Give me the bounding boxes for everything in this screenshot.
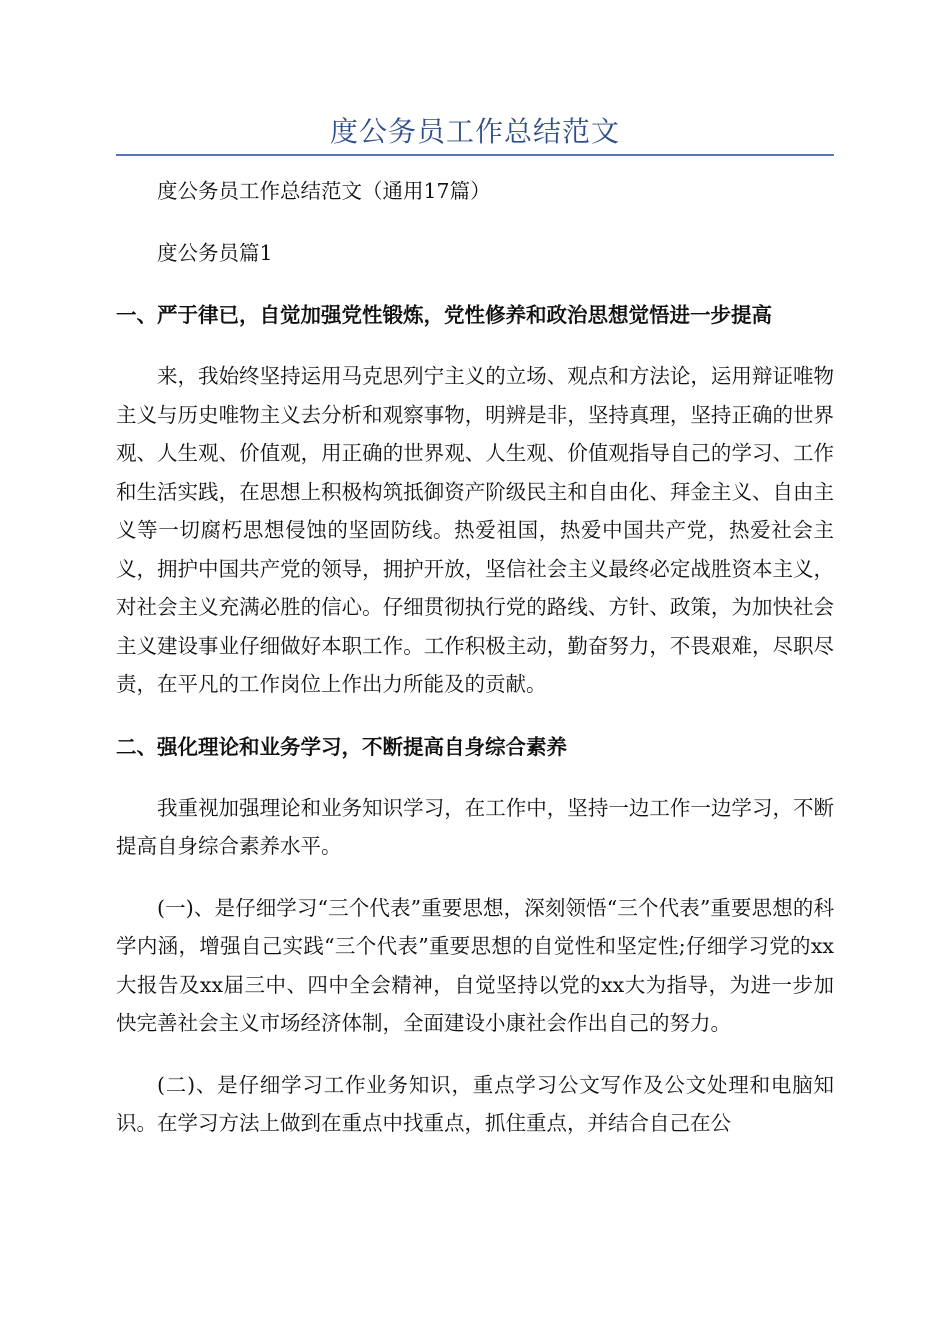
paragraph-4: (二)、是仔细学习工作业务知识，重点学习公文写作及公文处理和电脑知识。在学习方法上做到在重点中找重点，抓住重点，并结合自己在公 xyxy=(116,1072,834,1135)
title-underline xyxy=(116,154,834,156)
section-label: 度公务员篇1 xyxy=(157,240,273,265)
paragraph-1: 来，我始终坚持运用马克思列宁主义的立场、观点和方法论，运用辩证唯物主义与历史唯物主义去分析和观察事物，明辨是非，坚持真理，坚持正确的世界观、人生观、价值观，用正确的世界观、人生观、价值观指导自己的学习、工作和生活实践，在思想上积极构筑抵御资产阶级民主和自由化、拜金主义、自由主义等一切腐朽思想侵蚀的坚固防线。热爱祖国，热爱中国共产党，热爱社会主义，拥护中国共产党的领导，拥护开放，坚信社会主义最终必定战胜资本主义，对社会主义充满必胜的信心。仔细贯彻执行党的路线、方针、政策，为加快社会主义建设事业仔细做好本职工作。工作积极主动，勤奋努力，不畏艰难，尽职尽责，在平凡的工作岗位上作出力所能及的贡献。 xyxy=(116,364,834,696)
heading-1: 一、严于律已，自觉加强党性锻炼，党性修养和政治思想觉悟进一步提高 xyxy=(116,303,772,327)
document-subtitle: 度公务员工作总结范文（通用17篇） xyxy=(157,179,491,203)
heading-2: 二、强化理论和业务学习，不断提高自身综合素养 xyxy=(116,734,567,759)
document-title: 度公务员工作总结范文 xyxy=(329,115,620,148)
paragraph-2: 我重视加强理论和业务知识学习，在工作中，坚持一边工作一边学习，不断提高自身综合素养水平。 xyxy=(116,795,834,858)
document-body xyxy=(116,172,834,1143)
paragraph-3: (一)、是仔细学习“三个代表”重要思想，深刻领悟“三个代表”重要思想的科学内涵，增强自己实践“三个代表”重要思想的自觉性和坚定性;仔细学习党的xx大报告及xx届三中、四中全会精神，自觉坚持以党的xx大为指导，为进一步加快完善社会主义市场经济体制，全面建设小康社会作出自己的努力。 xyxy=(116,895,834,1035)
